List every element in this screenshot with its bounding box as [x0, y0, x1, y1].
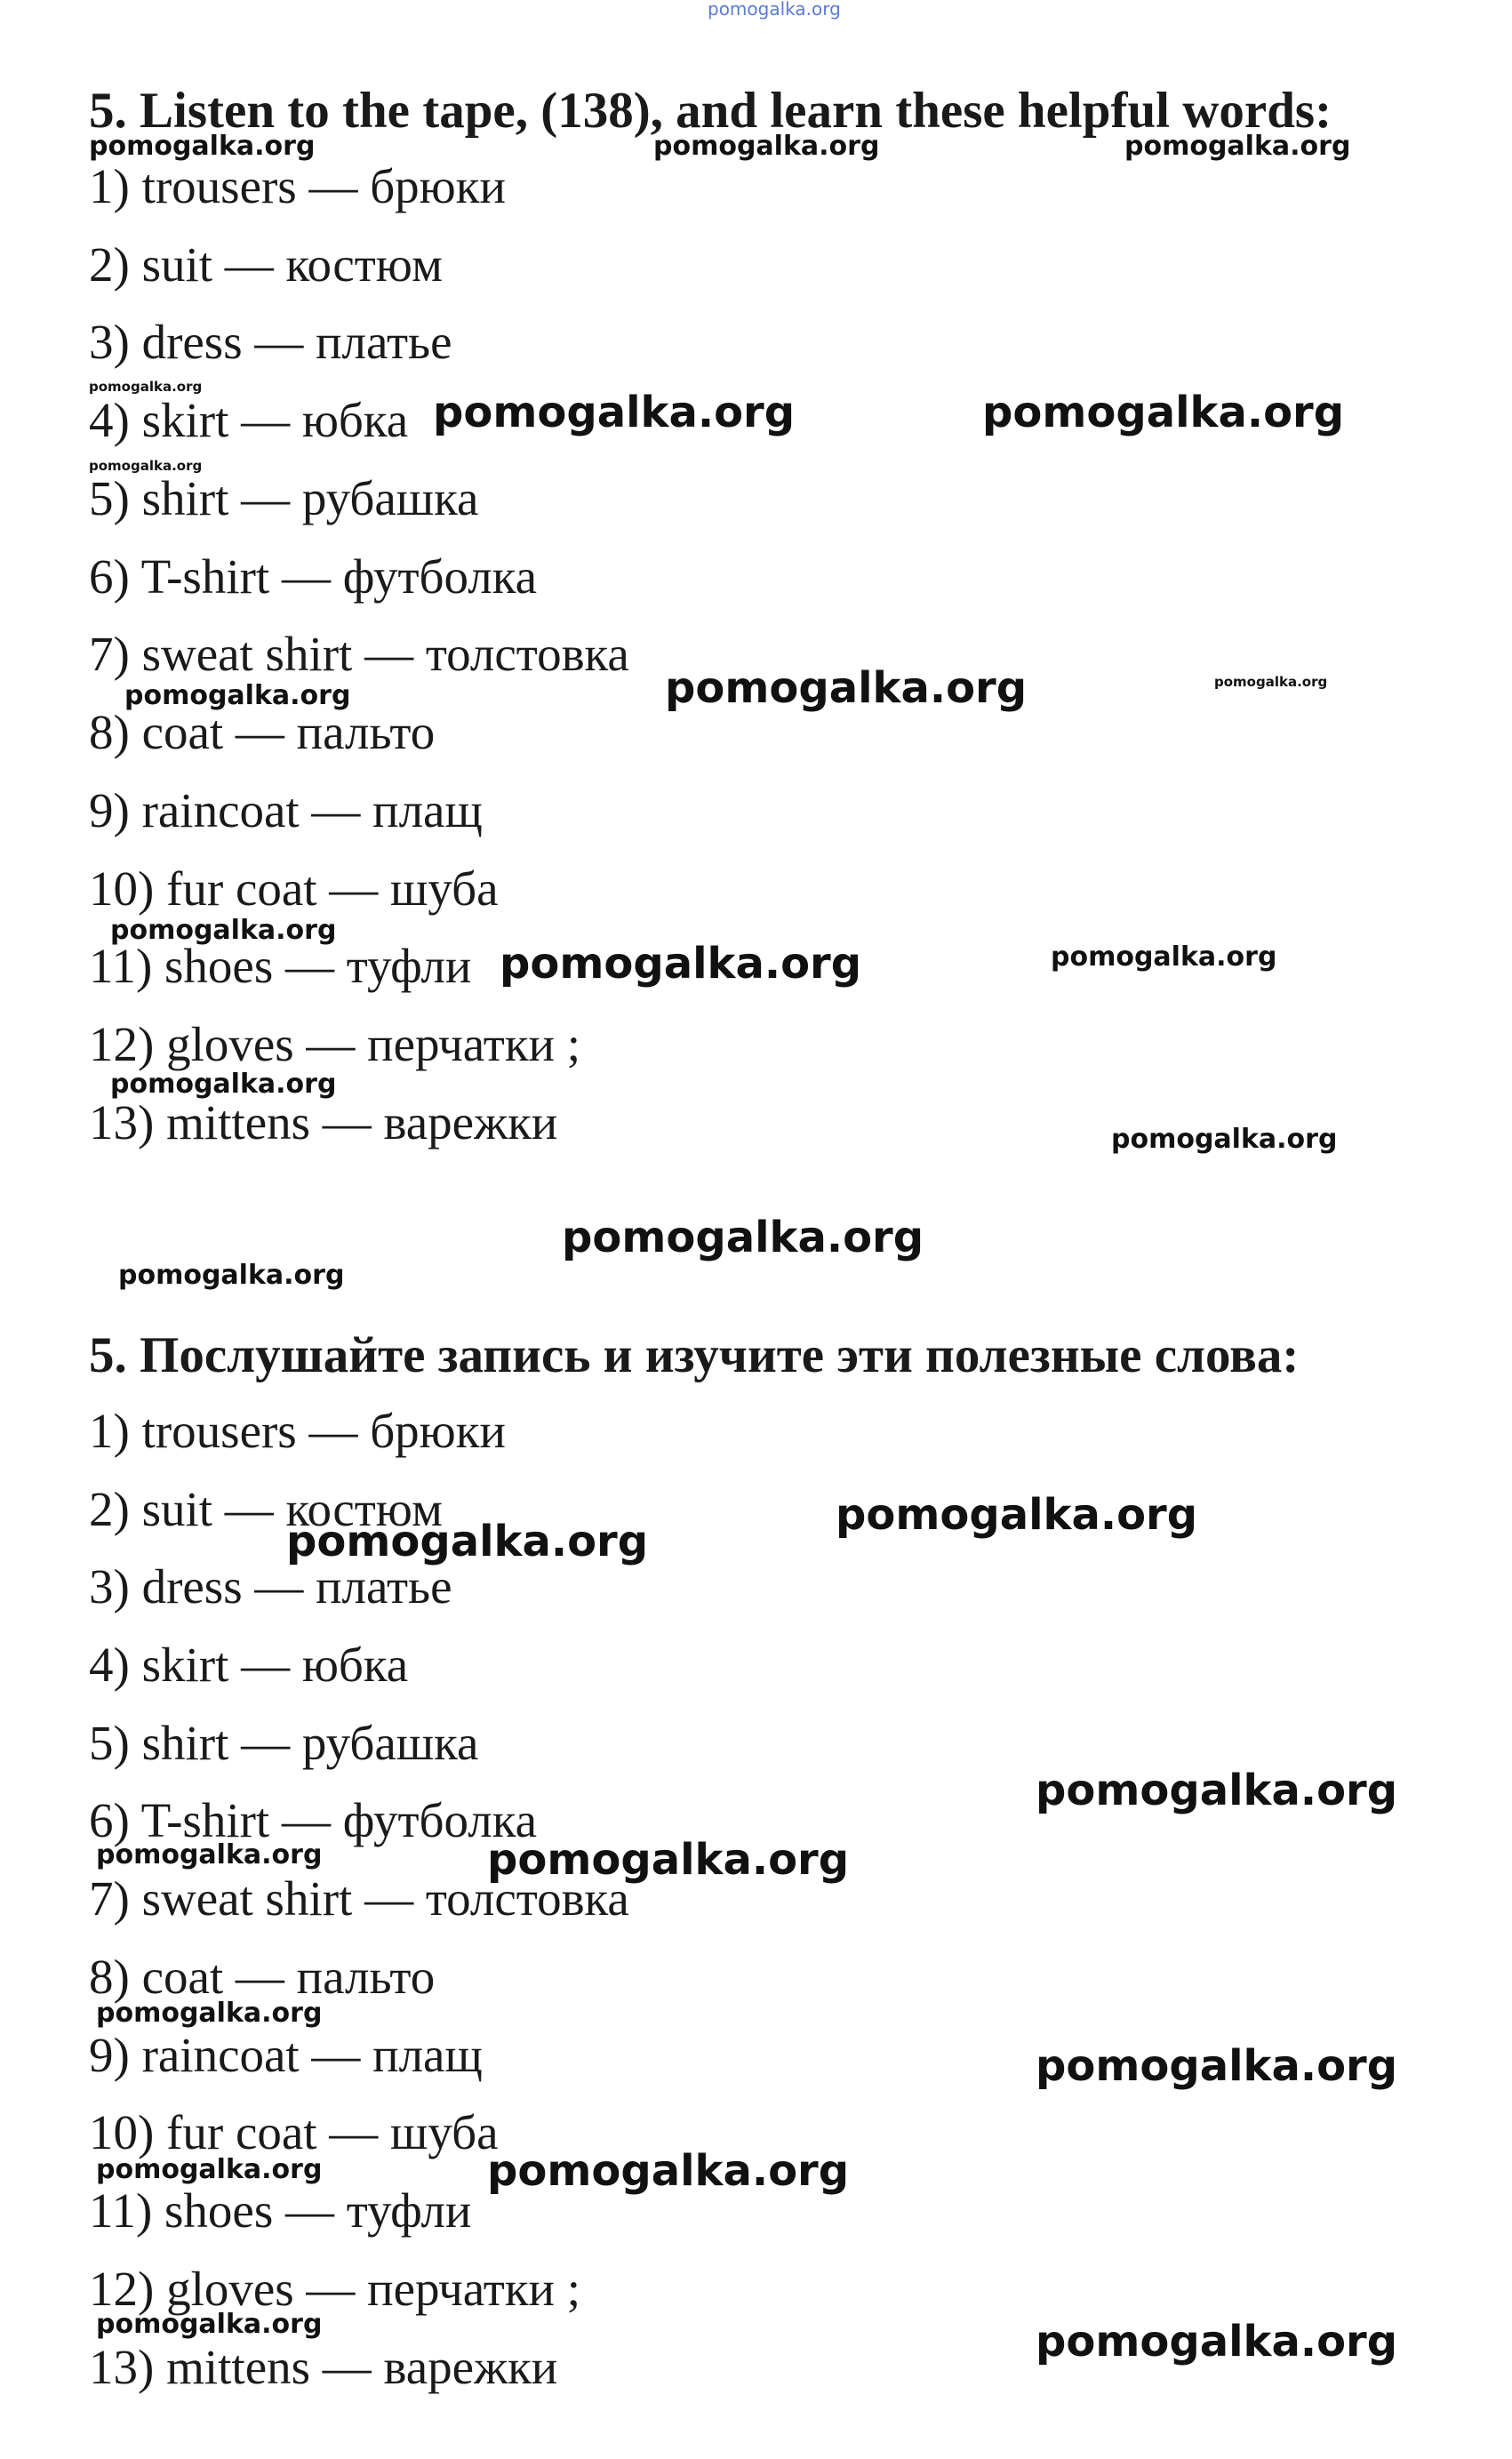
list-item: 10) fur coat — шуба — [89, 2105, 499, 2159]
list-item: 11) shoes — туфли — [89, 2183, 472, 2238]
watermark: pomogalka.org — [500, 939, 862, 989]
watermark: pomogalka.org — [487, 1835, 850, 1885]
watermark: pomogalka.org — [982, 388, 1345, 437]
list-item: 3) dress — платье — [89, 315, 452, 369]
watermark: pomogalka.org — [96, 1998, 323, 2029]
list-item: 11) shoes — туфли — [89, 939, 472, 993]
watermark: pomogalka.org — [1111, 1124, 1338, 1155]
watermark: pomogalka.org — [836, 1490, 1198, 1540]
watermark: pomogalka.org — [89, 458, 203, 474]
list-item: 3) dress — платье — [89, 1559, 452, 1614]
list-item: 2) suit — костюм — [89, 1482, 443, 1536]
watermark: pomogalka.org — [1036, 2041, 1398, 2091]
watermark: pomogalka.org — [286, 1517, 649, 1566]
list-item: 5) shirt — рубашка — [89, 471, 479, 525]
section-en-heading: 5. Listen to the tape, (138), and learn these helpful words: — [89, 83, 1332, 139]
watermark: pomogalka.org — [96, 2154, 323, 2185]
watermark: pomogalka.org — [110, 1069, 337, 1100]
list-item: 4) skirt — юбка — [89, 393, 409, 447]
watermark: pomogalka.org — [1214, 674, 1328, 690]
list-item: 10) fur coat — шуба — [89, 861, 499, 916]
list-item: 7) sweat shirt — толстовка — [89, 627, 629, 681]
watermark: pomogalka.org — [89, 379, 203, 395]
watermark: pomogalka.org — [118, 1260, 345, 1291]
list-item: 9) raincoat — плащ — [89, 2028, 483, 2082]
watermark: pomogalka.org — [1036, 2317, 1398, 2367]
watermark: pomogalka.org — [487, 2146, 850, 2196]
list-item: 5) shirt — рубашка — [89, 1716, 479, 1770]
watermark: pomogalka.org — [1051, 941, 1277, 973]
header-watermark: pomogalka.org — [708, 0, 841, 20]
watermark: pomogalka.org — [653, 131, 880, 162]
list-item: 9) raincoat — плащ — [89, 783, 483, 837]
list-item: 2) suit — костюм — [89, 237, 443, 292]
list-item: 12) gloves — перчатки ; — [89, 2262, 581, 2316]
list-item: 8) coat — пальто — [89, 1950, 436, 2004]
list-item: 4) skirt — юбка — [89, 1638, 409, 1692]
section-ru-heading: 5. Послушайте запись и изучите эти полезные слова: — [89, 1327, 1300, 1383]
list-item: 13) mittens — варежки — [89, 1095, 558, 1149]
watermark: pomogalka.org — [665, 663, 1028, 713]
list-item: 1) trousers — брюки — [89, 1404, 506, 1458]
watermark: pomogalka.org — [96, 2309, 323, 2340]
list-item: 6) T-shirt — футболка — [89, 1793, 538, 1847]
watermark: pomogalka.org — [110, 915, 337, 946]
watermark: pomogalka.org — [96, 1839, 323, 1870]
watermark: pomogalka.org — [562, 1213, 924, 1262]
list-item: 7) sweat shirt — толстовка — [89, 1871, 629, 1926]
watermark: pomogalka.org — [1124, 131, 1351, 162]
list-item: 1) trousers — брюки — [89, 159, 506, 213]
list-item: 13) mittens — варежки — [89, 2340, 558, 2394]
watermark: pomogalka.org — [89, 131, 316, 162]
watermark: pomogalka.org — [433, 388, 796, 437]
watermark: pomogalka.org — [1036, 1766, 1398, 1815]
list-item: 12) gloves — перчатки ; — [89, 1017, 581, 1071]
list-item: 6) T-shirt — футболка — [89, 549, 538, 604]
list-item: 8) coat — пальто — [89, 705, 436, 759]
watermark: pomogalka.org — [124, 680, 351, 711]
